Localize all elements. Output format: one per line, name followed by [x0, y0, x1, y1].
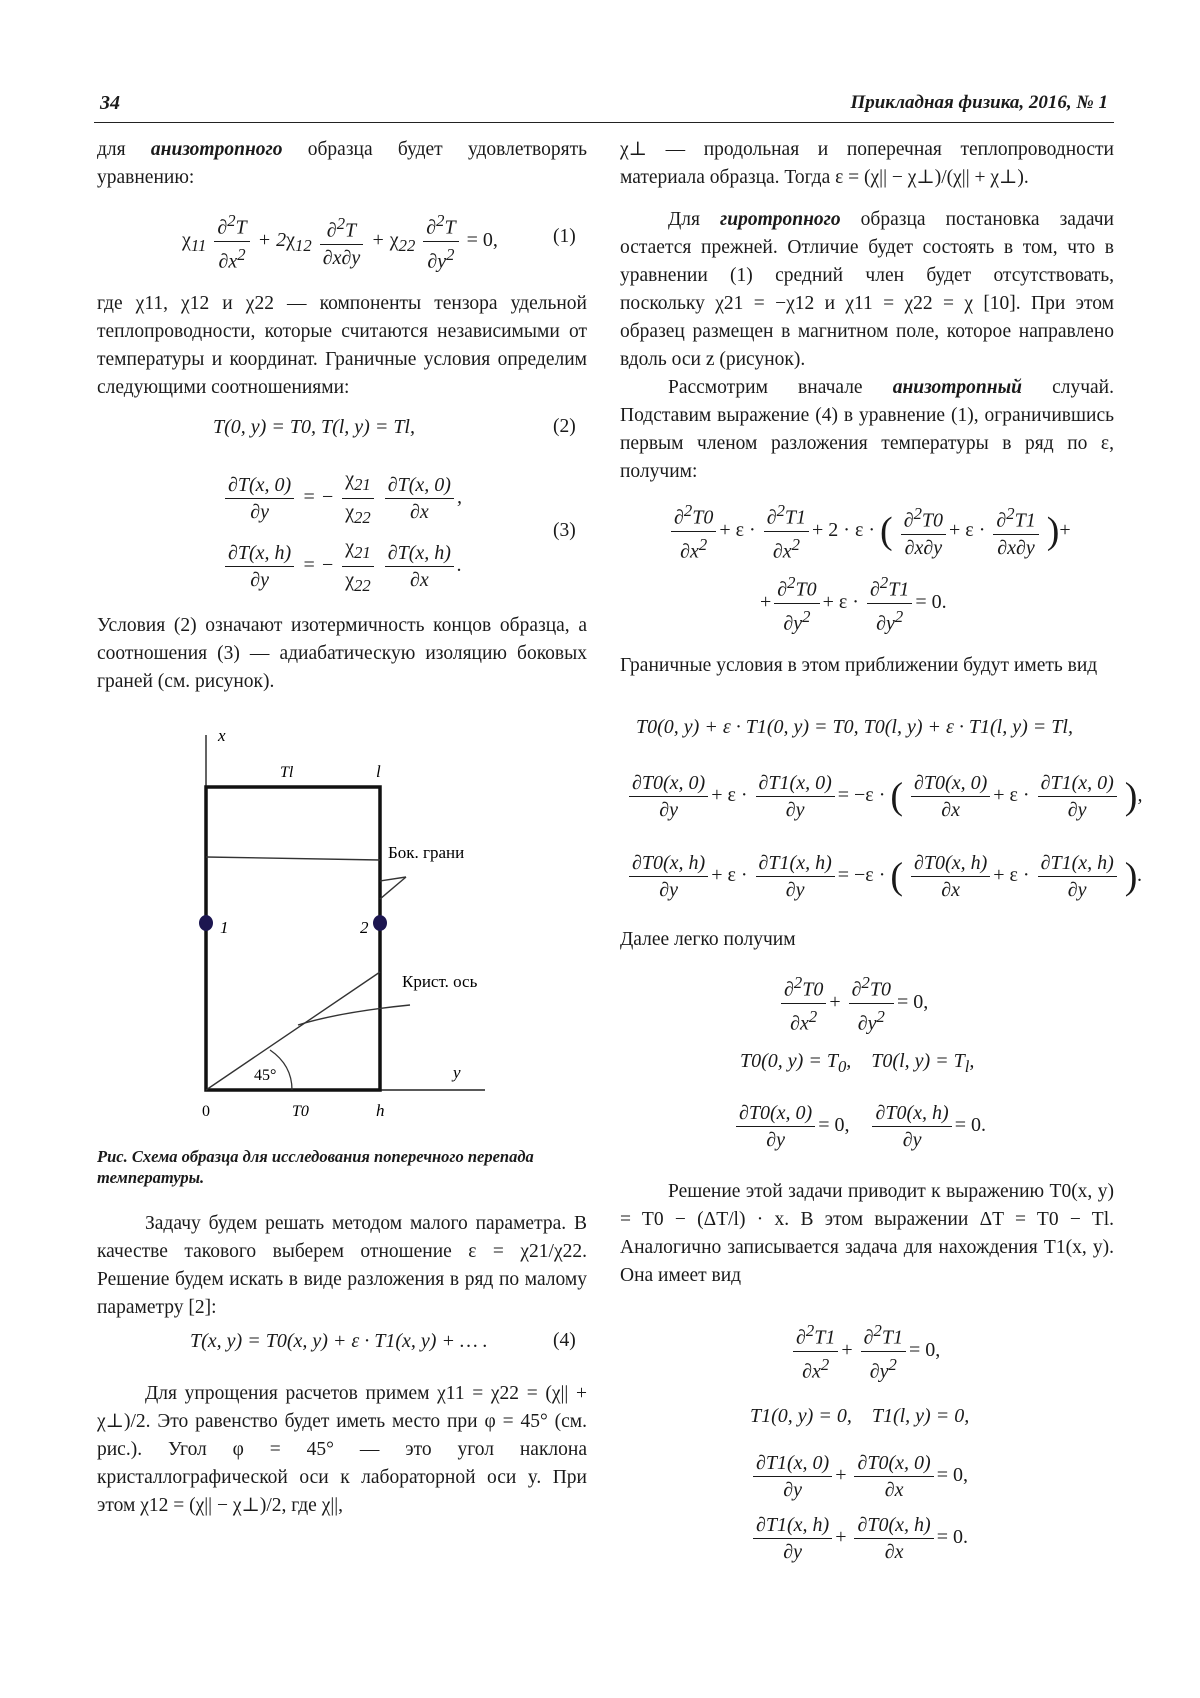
t1-adiabatic-h: $\frac{\partial T1(x, h)}{\partial y}$ + $\frac{\partial T0(x, h)}{\partial x}$ = 0.: [750, 1512, 968, 1565]
angle-label: 45°: [254, 1067, 277, 1084]
expanded-equation-line2: + $\frac{\partial^2T0}{\partial y^2}$ + ε · $\frac{\partial^2T1}{\partial y^2}$ = 0.: [760, 570, 947, 636]
solution-paragraph: Решение этой задачи приводит к выражению T0(x, y) = T0 − (ΔT/l) · x. В этом выражении ΔT = T0 − Tl. Аналогично записывается задача для нахождения T1(x, y). Она имеет вид: [620, 1181, 1114, 1286]
method-paragraph: Задачу будем решать методом малого параметра. В качестве такового выберем отношение ε = χ21/χ22. Решение будем искать в виде разложения в ряд по малому параметру [2]:: [97, 1213, 587, 1318]
equation-2-label: (2): [553, 416, 576, 437]
simplify-paragraph: Для упрощения расчетов примем χ11 = χ22 = (χ|| + χ⊥)/2. Это равенство будет иметь место при φ = 45° (см. рис.). Угол φ = 45° — это угол наклона кристаллографической оси к лабораторной оси y. При этом χ12 = (χ|| − χ⊥)/2, где χ||,: [97, 1383, 587, 1516]
journal-title: Прикладная физика, 2016, № 1: [850, 92, 1108, 113]
length-label: l: [376, 762, 381, 781]
height-label: h: [376, 1101, 385, 1120]
boundary-condition-2: $\frac{\partial T0(x, 0)}{\partial y}$ + ε · $\frac{\partial T1(x, 0)}{\partial y}$ = −ε · ( $\frac{\partial T0(x, 0)}{\partial x}$ + ε · $\frac{\partial T1(x, 0)}{\partial y}$ ),: [626, 770, 1142, 823]
t1-adiabatic-0: $\frac{\partial T1(x, 0)}{\partial y}$ + $\frac{\partial T0(x, 0)}{\partial x}$ = 0,: [750, 1450, 968, 1503]
chi-paragraph: χ⊥ — продольная и поперечная теплопроводности материала образца. Тогда ε = (χ|| − χ⊥)/(χ|| + χ⊥).: [620, 139, 1114, 188]
axis-y-label: y: [453, 1063, 461, 1082]
t0-boundary: T0(0, $y) = T_0$, T0(l, $y) = T_l$,: [740, 1050, 975, 1076]
equation-3-label: (3): [553, 520, 576, 541]
crystal-axis-pointer: [298, 1005, 410, 1025]
boundary-intro: Граничные условия в этом приближении будут иметь вид: [620, 655, 1098, 676]
crystal-axis-line: [206, 972, 380, 1090]
equation-1-label: (1): [553, 226, 576, 247]
anisotropic-paragraph: Рассмотрим вначале анизотропный случай. Подставим выражение (4) в уравнение (1), ограничившись первым членом разложения температуры в ряд по ε, получим:: [620, 377, 1114, 482]
t1-laplace: $\frac{\partial^2T1}{\partial x^2}$ + $\frac{\partial^2T1}{\partial y^2}$ = 0,: [790, 1318, 940, 1384]
boundary-condition-3: $\frac{\partial T0(x, h)}{\partial y}$ + ε · $\frac{\partial T1(x, h)}{\partial y}$ = −ε · ( $\frac{\partial T0(x, h)}{\partial x}$ + ε · $\frac{\partial T1(x, h)}{\partial y}$ ).: [626, 850, 1142, 903]
expanded-equation-line1: $\frac{\partial^2T0}{\partial x^2}$ + ε · $\frac{\partial^2T1}{\partial x^2}$ + 2 · ε · ( $\frac{\partial^2T0}{\partial x\partial y}$ + ε · $\frac{\partial^2T1}{\partial x\partial y}$ )+: [668, 498, 1071, 564]
crystal-axis-label: Крист. ось: [402, 972, 478, 991]
point-2-label: 2: [360, 918, 369, 937]
equation-2: T(0, y) = T0, T(l, y) = Tl,: [213, 416, 415, 438]
sample-rectangle: [206, 787, 380, 1090]
t0-adiabatic: $\frac{\partial T0(x, 0)}{\partial y}$ = 0, $\frac{\partial T0(x, h)}{\partial y}$ = 0.: [733, 1100, 986, 1153]
side-faces-label: Бок. грани: [388, 843, 465, 862]
point-1-label: 1: [220, 918, 229, 937]
boundary-condition-1: T0(0, y) + ε · T1(0, y) = T0, T0(l, y) + ε · T1(l, y) = Tl,: [636, 716, 1073, 738]
point-1-marker: [199, 915, 213, 931]
equation-3a: $\frac{\partial T(x, 0)}{\partial y}$ = − $\frac{\chi_{21}}{\chi_{22}}$ $\frac{\partial T(x, 0)}{\partial x}$ ,: [222, 466, 462, 531]
page-number: 34: [100, 92, 120, 114]
further-text: Далее легко получим: [620, 929, 796, 950]
figure-caption: Рис. Схема образца для исследования поперечного перепада температуры.: [97, 1147, 534, 1187]
where-paragraph: где χ11, χ12 и χ22 — компоненты тензора удельной теплопроводности, которые считаются независимыми от температуры и координат. Граничные условия определим следующими соотношениями:: [97, 293, 587, 398]
axis-x-label: x: [218, 726, 226, 745]
conditions-paragraph: Условия (2) означают изотермичность концов образца, а соотношения (3) — адиабатическую изоляцию боковых граней (см. рисунок).: [97, 615, 587, 692]
origin-label: 0: [202, 1103, 210, 1120]
equation-3b: $\frac{\partial T(x, h)}{\partial y}$ = − $\frac{\chi_{21}}{\chi_{22}}$ $\frac{\partial T(x, h)}{\partial x}$ .: [222, 534, 462, 599]
equation-1: $\chi_{11}$ $\frac{\partial^2T}{\partial x^2}$ + $2\chi_{12}$ $\frac{\partial^2T}{\partial x\partial y}$ + $\chi_{22}$ $\frac{\partial^2T}{\partial y^2}$ = 0,: [182, 208, 498, 274]
t0-laplace: $\frac{\partial^2T0}{\partial x^2}$ + $\frac{\partial^2T0}{\partial y^2}$ = 0,: [778, 970, 928, 1036]
top-temp-label: Tl: [280, 764, 294, 781]
bottom-temp-label: T0: [292, 1103, 309, 1120]
page-header: [94, 92, 1114, 123]
point-2-marker: [373, 915, 387, 931]
sample-diagram: [180, 720, 510, 1120]
equation-4-label: (4): [553, 1330, 576, 1351]
t1-boundary: T1(0, y) = 0, T1(l, y) = 0,: [750, 1405, 970, 1427]
line-upper: [206, 857, 380, 860]
intro-paragraph: для анизотропного образца будет удовлетворять уравнению:: [97, 139, 587, 188]
equation-4: T(x, y) = T0(x, y) + ε · T1(x, y) + … .: [190, 1330, 488, 1352]
gyrotropic-paragraph: Для гиротропного образца постановка задачи остается прежней. Отличие будет состоять в том, что в уравнении (1) средний член будет отсутствовать, поскольку χ21 = −χ12 и χ11 = χ22 = χ [10]. При этом образец размещен в магнитном поле, которое направлено вдоль оси z (рисунок).: [620, 209, 1114, 370]
